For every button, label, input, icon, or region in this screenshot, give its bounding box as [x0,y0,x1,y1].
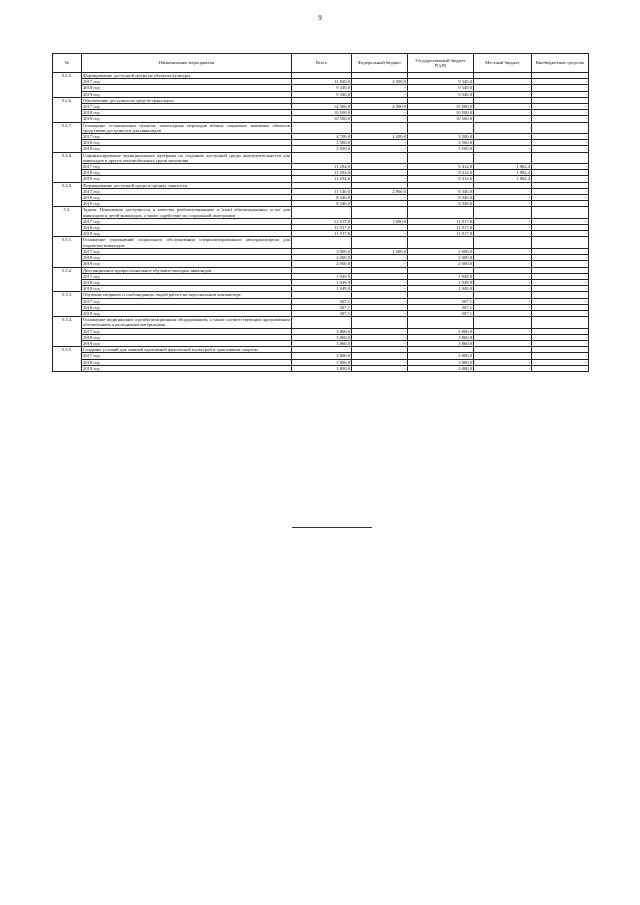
value-cell: 11 917,0 [408,231,474,237]
value-cell: - [352,91,408,97]
year-cell: 2018 год [82,304,292,310]
year-cell: 2018 год [82,255,292,261]
column-header: Наименование мероприятия [82,54,292,73]
year-cell: 2017 год [82,248,292,254]
value-cell: 11 294,6 [292,170,352,176]
value-cell: 3 500,0 [292,140,352,146]
empty-cell [532,122,589,133]
section-title: Обеспечение доступности средств транспорта [82,97,292,103]
table-header-row [53,54,589,73]
value-cell: - [474,261,532,267]
value-cell: - [474,298,532,304]
section-code: 5.2.7. [53,122,82,152]
value-cell: - [532,248,589,254]
value-cell: 3 800,0 [292,359,352,365]
year-cell: 2017 год [82,104,292,110]
value-cell: - [532,261,589,267]
empty-cell [474,207,532,218]
value-cell: 1 000,0 [352,248,408,254]
section-code: 5.2.9. [53,182,82,207]
empty-cell [352,207,408,218]
empty-cell [292,317,352,328]
value-cell: 307,1 [292,310,352,316]
section-title: Оснащение учреждений социального обслуживания специализированным автотранспортом для перевозки инвалидов [83,237,290,248]
value-cell: - [352,286,408,292]
value-cell: 9 412,0 [408,176,474,182]
value-cell: - [352,164,408,170]
section-code: 5.3.5. [53,347,82,372]
value-cell: - [352,195,408,201]
page-number: 9 [318,14,322,22]
value-cell: - [474,201,532,207]
value-cell: 307,1 [292,298,352,304]
value-cell: - [352,334,408,340]
value-cell: - [532,188,589,194]
empty-cell [292,207,352,218]
value-cell: - [474,353,532,359]
value-cell: - [352,340,408,346]
empty-cell [532,152,589,163]
section-code: 5.3.2. [53,267,82,292]
year-cell: 2019 год [82,201,292,207]
empty-cell [532,207,589,218]
year-cell: 2018 год [82,85,292,91]
value-cell: 1 882,4 [474,176,532,182]
value-cell: - [474,91,532,97]
section-code: 5.2.6. [53,97,82,122]
value-cell: 307,1 [408,298,474,304]
empty-cell [292,122,352,133]
value-cell: - [474,195,532,201]
year-cell: 2019 год [82,365,292,371]
empty-cell [292,152,352,163]
value-cell: 10 500,0 [408,110,474,116]
value-cell: - [532,146,589,152]
value-cell: - [352,170,408,176]
year-cell: 2017 год [82,328,292,334]
value-cell: 307,1 [408,304,474,310]
section-code: 5.2.5. [53,73,82,98]
value-cell: 11 840,0 [292,79,352,85]
empty-cell [474,237,532,248]
year-cell: 2017 год [82,164,292,170]
value-cell: 2 000,0 [408,255,474,261]
value-cell: - [352,116,408,122]
value-cell: 2 800,0 [352,188,408,194]
value-cell: 4 000,0 [352,104,408,110]
value-cell: 10 500,0 [292,116,352,122]
section-row [53,317,589,328]
empty-cell [408,207,474,218]
value-cell: 3 860,0 [292,328,352,334]
year-cell: 2017 год [82,79,292,85]
section-row [53,237,589,248]
value-cell: - [352,85,408,91]
value-cell: - [532,195,589,201]
value-cell: 11 140,0 [292,188,352,194]
value-cell: - [532,255,589,261]
value-cell: 3 800,0 [292,365,352,371]
value-cell: 3 860,0 [408,328,474,334]
empty-cell [474,152,532,163]
value-cell: - [532,116,589,122]
section-row [53,207,589,218]
value-cell: - [532,164,589,170]
year-cell: 2019 год [82,146,292,152]
year-cell: 2019 год [82,261,292,267]
value-cell: 10 500,0 [408,116,474,122]
value-cell: 9 340,0 [292,91,352,97]
value-cell: 3 800,0 [408,353,474,359]
section-title: Задача: Повышение доступности и качества реабилитационных и (или) абилитационных услуг для инвалидов и детей-инвалидов, а также содействие их социальной интеграции [83,207,290,218]
value-cell: 11 917,0 [408,225,474,231]
value-cell: - [474,359,532,365]
value-cell: - [352,279,408,285]
value-cell: 3 000,0 [292,248,352,254]
value-cell: - [352,359,408,365]
section-title: Оснащение медицинским и реабилитационным оборудованием, а также соответствующим программным обеспечением и расходными материалами [83,317,290,328]
value-cell: - [532,201,589,207]
value-cell: 1 949,9 [292,279,352,285]
value-cell: - [474,85,532,91]
value-cell: - [532,91,589,97]
value-cell: 11 917,0 [408,218,474,224]
value-cell: 9 412,0 [408,164,474,170]
value-cell: - [532,353,589,359]
value-cell: - [474,286,532,292]
year-cell: 2019 год [82,231,292,237]
value-cell: - [352,298,408,304]
year-cell: 2019 год [82,176,292,182]
value-cell: - [532,273,589,279]
empty-cell [532,317,589,328]
section-title: Софинансирование муниципальных программ по созданию доступной среды жизнедеятельности для инвалидов и других маломобильных групп населения [83,152,290,163]
value-cell: 1 949,9 [408,286,474,292]
value-cell: - [352,304,408,310]
value-cell: - [352,328,408,334]
value-cell: - [532,104,589,110]
value-cell: - [532,231,589,237]
empty-cell [408,152,474,163]
value-cell: - [532,328,589,334]
value-cell: - [532,79,589,85]
value-cell: - [352,231,408,237]
empty-cell [292,237,352,248]
value-cell: 9 412,0 [408,170,474,176]
value-cell: - [352,310,408,316]
value-cell: 1 000,0 [352,218,408,224]
value-cell: - [474,104,532,110]
value-cell: 8 340,0 [292,195,352,201]
column-header: Государственный бюджет РС(Я) [408,54,474,73]
value-cell: 8 340,0 [408,201,474,207]
value-cell: 2 000,0 [408,248,474,254]
empty-cell [352,152,408,163]
section-title: Дистанционное профессиональное обучение молодых инвалидов [82,267,292,273]
value-cell: - [532,279,589,285]
end-rule [292,527,372,528]
section-code: 5.3. [53,207,82,237]
value-cell: - [532,340,589,346]
value-cell: 11 294,6 [292,164,352,170]
value-cell: - [474,231,532,237]
value-cell: - [474,140,532,146]
value-cell: - [474,340,532,346]
value-cell: - [474,304,532,310]
value-cell: 11 917,0 [292,231,352,237]
value-cell: - [352,353,408,359]
empty-cell [474,317,532,328]
section-code: 5.3.3. [53,292,82,317]
value-cell: 3 860,0 [292,334,352,340]
value-cell: - [532,218,589,224]
value-cell: 12 917,0 [292,218,352,224]
value-cell: 1 949,9 [408,279,474,285]
empty-cell [408,317,474,328]
year-cell: 2018 год [82,334,292,340]
value-cell: - [474,146,532,152]
value-cell: 3 860,0 [408,334,474,340]
empty-cell [408,122,474,133]
year-cell: 2018 год [82,170,292,176]
value-cell: 2 500,0 [352,79,408,85]
year-cell: 2017 год [82,218,292,224]
value-cell: 3 500,0 [408,140,474,146]
value-cell: 1 882,4 [474,164,532,170]
value-cell: 8 340,0 [408,195,474,201]
table-row [53,365,589,371]
value-cell: 9 340,0 [408,79,474,85]
value-cell: 8 340,0 [292,201,352,207]
value-cell: - [474,255,532,261]
year-cell: 2017 год [82,134,292,140]
section-code: 5.2.8. [53,152,82,182]
value-cell: 11 294,6 [292,176,352,182]
value-cell: 307,1 [292,304,352,310]
column-header: Всего [292,54,352,73]
value-cell: - [352,225,408,231]
value-cell: 3 500,0 [408,134,474,140]
section-title: Формирование доступной среды в органах занятости [82,182,292,188]
value-cell: - [352,146,408,152]
value-cell: - [474,328,532,334]
value-cell: 9 340,0 [408,85,474,91]
year-cell: 2018 год [82,195,292,201]
year-cell: 2018 год [82,359,292,365]
value-cell: 2 000,0 [408,261,474,267]
budget-table [52,53,589,372]
year-cell: 2019 год [82,91,292,97]
value-cell: - [352,176,408,182]
section-title: Обучение незрячих и слабовидящих людей работе на персональном компьютере [82,292,292,298]
section-title: Оснащение остановочных пунктов, пешеходных переходов вблизи социально значимых объектов средствами доступности для инвалидов [83,122,290,133]
year-cell: 2019 год [82,116,292,122]
value-cell: - [532,85,589,91]
value-cell: - [352,261,408,267]
value-cell: - [352,140,408,146]
year-cell: 2017 год [82,298,292,304]
value-cell: - [352,110,408,116]
year-cell: 2017 год [82,188,292,194]
column-header: Внебюджетные средства [532,54,589,73]
value-cell: - [474,248,532,254]
year-cell: 2018 год [82,110,292,116]
value-cell: 1 882,4 [474,170,532,176]
value-cell: 2 000,0 [292,255,352,261]
value-cell: 9 340,0 [292,85,352,91]
section-code: 5.3.1. [53,237,82,267]
value-cell: - [474,188,532,194]
column-header: Местный бюджет [474,54,532,73]
value-cell: - [352,365,408,371]
year-cell: 2019 год [82,310,292,316]
value-cell: 3 500,0 [408,146,474,152]
empty-cell [352,237,408,248]
value-cell: - [532,176,589,182]
value-cell: - [474,218,532,224]
value-cell: 1 949,9 [292,286,352,292]
value-cell: 9 340,0 [408,91,474,97]
empty-cell [352,317,408,328]
value-cell: 3 800,0 [408,359,474,365]
value-cell: - [532,298,589,304]
value-cell: 14 500,0 [292,104,352,110]
value-cell: 2 000,0 [292,261,352,267]
empty-cell [352,122,408,133]
value-cell: 8 340,0 [408,188,474,194]
value-cell: 3 800,0 [292,353,352,359]
empty-cell [532,237,589,248]
year-cell: 2019 год [82,286,292,292]
value-cell: 11 917,0 [292,225,352,231]
empty-cell [474,122,532,133]
empty-cell [408,237,474,248]
year-cell: 2018 год [82,279,292,285]
column-header: Федеральный бюджет [352,54,408,73]
value-cell: - [532,134,589,140]
value-cell: - [352,201,408,207]
table-body [53,73,589,372]
value-cell: 3 800,0 [408,365,474,371]
year-cell: 2017 год [82,273,292,279]
value-cell: - [474,225,532,231]
value-cell: - [352,273,408,279]
value-cell: 1 200,0 [352,134,408,140]
value-cell: - [532,310,589,316]
value-cell: - [474,110,532,116]
year-cell: 2018 год [82,225,292,231]
value-cell: - [474,79,532,85]
section-row [53,122,589,133]
value-cell: - [474,334,532,340]
value-cell: - [352,255,408,261]
section-code: 5.3.4. [53,317,82,347]
section-title: Формирование доступной среды на объектах культуры [82,73,292,79]
value-cell: - [532,286,589,292]
value-cell: - [474,134,532,140]
value-cell: - [532,170,589,176]
value-cell: - [532,365,589,371]
value-cell: - [532,110,589,116]
value-cell: 1 949,9 [408,273,474,279]
value-cell: 10 500,0 [292,110,352,116]
value-cell: - [532,304,589,310]
value-cell: - [532,359,589,365]
value-cell: 3 500,0 [292,146,352,152]
value-cell: 3 860,0 [292,340,352,346]
year-cell: 2017 год [82,353,292,359]
year-cell: 2019 год [82,340,292,346]
value-cell: - [532,334,589,340]
year-cell: 2018 год [82,140,292,146]
section-title: Создание условий для занятий адаптивной физической культурой и адаптивным спортом [82,347,292,353]
section-row [53,152,589,163]
value-cell: - [474,365,532,371]
value-cell: - [532,140,589,146]
value-cell: - [474,310,532,316]
column-header: № [53,54,82,73]
value-cell: - [532,225,589,231]
value-cell: - [474,116,532,122]
value-cell: 307,1 [408,310,474,316]
value-cell: - [474,273,532,279]
value-cell: - [474,279,532,285]
value-cell: 1 949,9 [292,273,352,279]
value-cell: 3 860,0 [408,340,474,346]
value-cell: 10 500,0 [408,104,474,110]
value-cell: 4 700,0 [292,134,352,140]
